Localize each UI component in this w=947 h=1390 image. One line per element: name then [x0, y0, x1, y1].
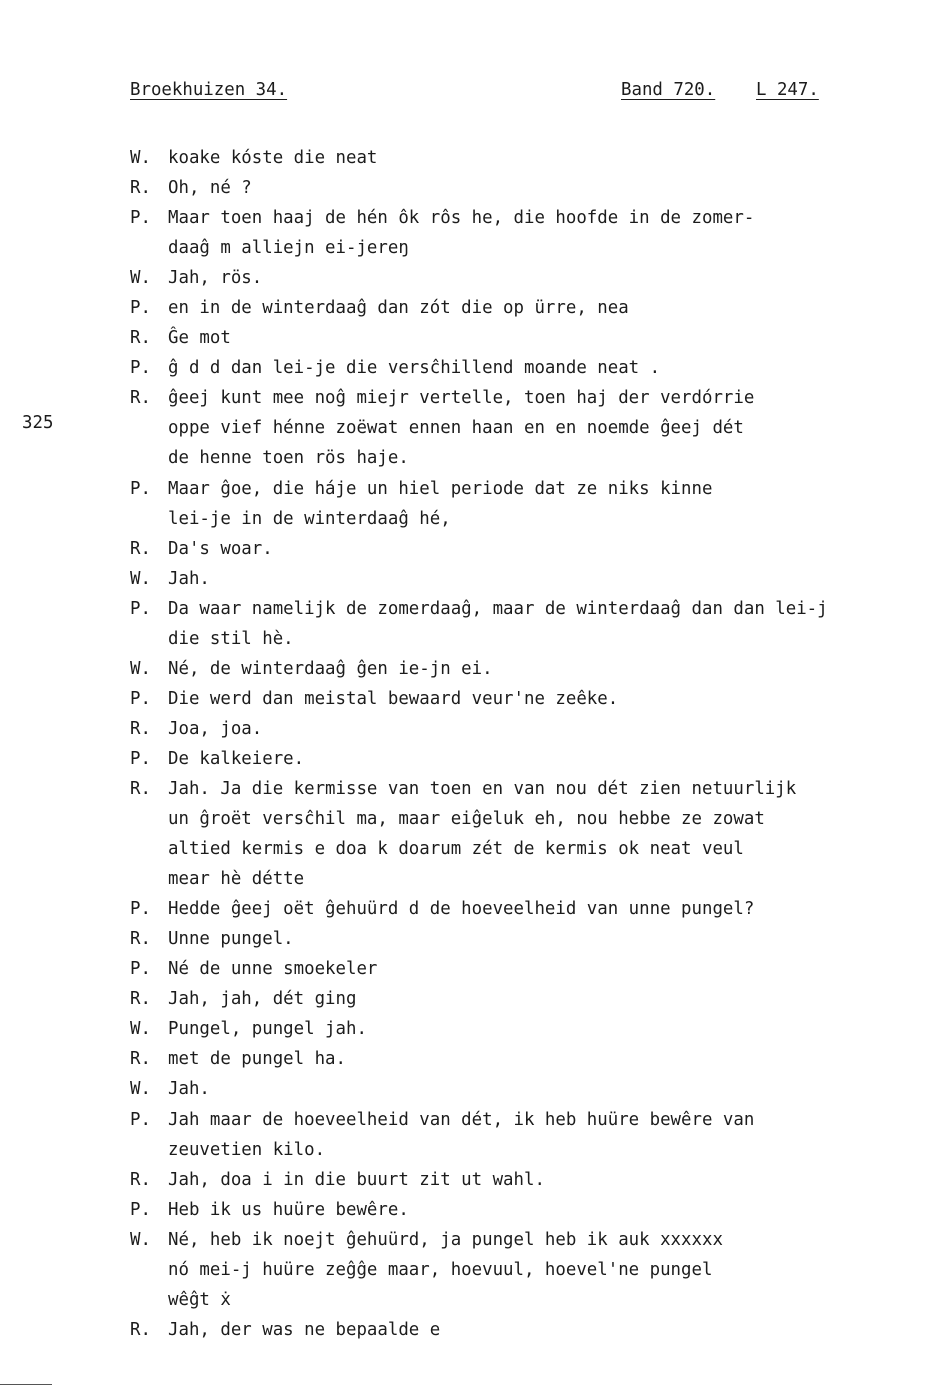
utterance-text: wêĝt ẋ — [168, 1289, 231, 1310]
utterance-text: met de pungel ha. — [168, 1049, 346, 1070]
utterance-text: Maar toen haaj de hén ôk rôs he, die hoofde in de zomer- — [168, 208, 755, 229]
speaker-label: R. — [130, 929, 151, 950]
utterance-text: un ĝroët versĉhil ma, maar eiĝeluk eh, nou hebbe ze zowat — [168, 809, 765, 830]
transcript-line — [0, 834, 947, 864]
speaker-label: P. — [130, 1199, 151, 1220]
footer-rule — [0, 1384, 52, 1385]
utterance-text: ĝ d d dan lei-je die versĉhillend moande neat . — [168, 358, 661, 379]
transcript-line — [0, 1195, 947, 1225]
utterance-text: de henne toen rös haje. — [168, 448, 409, 469]
transcript-body — [0, 143, 947, 1345]
speaker-label: P. — [130, 208, 151, 229]
transcript-line — [0, 233, 947, 263]
transcript-line — [0, 624, 947, 654]
utterance-text: Da's woar. — [168, 538, 273, 559]
speaker-label: W. — [130, 1019, 151, 1040]
transcript-line — [0, 1165, 947, 1195]
speaker-label: P. — [130, 1109, 151, 1130]
margin-line-number: 325 — [22, 413, 54, 433]
transcript-line — [0, 383, 947, 413]
transcript-line — [0, 1105, 947, 1135]
speaker-label: R. — [130, 1319, 151, 1340]
transcript-line — [0, 594, 947, 624]
utterance-text: Pungel, pungel jah. — [168, 1019, 367, 1040]
transcript-line — [0, 143, 947, 173]
speaker-label: W. — [130, 658, 151, 679]
transcript-line — [0, 504, 947, 534]
transcript-line — [0, 1225, 947, 1255]
speaker-label: R. — [130, 778, 151, 799]
transcript-line — [0, 1135, 947, 1165]
utterance-text: oppe vief hénne zoëwat ennen haan en en noemde ĝeej dét — [168, 418, 744, 439]
utterance-text: lei-je in de winterdaaĝ hé, — [168, 508, 451, 529]
speaker-label: W. — [130, 1229, 151, 1250]
transcript-line — [0, 984, 947, 1014]
utterance-text: Ĝe mot — [168, 328, 231, 349]
utterance-text: Die werd dan meistal bewaard veur'ne zeêke. — [168, 688, 619, 709]
speaker-label: R. — [130, 1049, 151, 1070]
utterance-text: ĝeej kunt mee noĝ miejr vertelle, toen haj der verdórrie — [168, 388, 755, 409]
speaker-label: W. — [130, 268, 151, 289]
transcript-line — [0, 1044, 947, 1074]
utterance-text: altied kermis e doa k doarum zét de kermis ok neat veul — [168, 839, 744, 860]
utterance-text: Né, heb ik noejt ĝehuürd, ja pungel heb ik auk xxxxxx — [168, 1229, 723, 1250]
band-number: Band 720. — [621, 80, 716, 100]
transcript-line — [0, 564, 947, 594]
speaker-label: P. — [130, 959, 151, 980]
speaker-label: R. — [130, 538, 151, 559]
speaker-label: P. — [130, 688, 151, 709]
utterance-text: mear hè détte — [168, 869, 305, 890]
speaker-label: R. — [130, 1169, 151, 1190]
utterance-text: Unne pungel. — [168, 929, 294, 950]
transcript-line — [0, 443, 947, 473]
speaker-label: R. — [130, 989, 151, 1010]
transcript-line — [0, 1014, 947, 1044]
utterance-text: Jah maar de hoeveelheid van dét, ik heb huüre bewêre van — [168, 1109, 755, 1130]
transcript-line — [0, 714, 947, 744]
transcript-line — [0, 1285, 947, 1315]
speaker-label: P. — [130, 748, 151, 769]
transcript-line — [0, 804, 947, 834]
transcript-line — [0, 413, 947, 443]
speaker-label: R. — [130, 328, 151, 349]
transcript-line — [0, 954, 947, 984]
transcript-line — [0, 864, 947, 894]
page-header — [0, 80, 947, 110]
transcript-line — [0, 263, 947, 293]
speaker-label: R. — [130, 718, 151, 739]
utterance-text: Né de unne smoekeler — [168, 959, 378, 980]
utterance-text: Jah, der was ne bepaalde e — [168, 1319, 441, 1340]
reference-number: L 247. — [756, 80, 819, 100]
speaker-label: W. — [130, 1079, 151, 1100]
transcript-line — [0, 534, 947, 564]
utterance-text: Jah. Ja die kermisse van toen en van nou dét zien netuurlijk — [168, 778, 797, 799]
transcript-line — [0, 293, 947, 323]
utterance-text: Jah, jah, dét ging — [168, 989, 357, 1010]
utterance-text: daaĝ m alliejn ei-jereŋ — [168, 238, 409, 259]
transcript-line — [0, 353, 947, 383]
transcript-line — [0, 474, 947, 504]
utterance-text: zeuvetien kilo. — [168, 1139, 326, 1160]
utterance-text: Hedde ĝeej oët ĝehuürd d de hoeveelheid van unne pungel? — [168, 899, 755, 920]
utterance-text: Joa, joa. — [168, 718, 263, 739]
transcript-line — [0, 173, 947, 203]
utterance-text: Jah. — [168, 568, 210, 589]
speaker-label: W. — [130, 568, 151, 589]
transcript-line — [0, 1074, 947, 1104]
utterance-text: Oh, né ? — [168, 178, 252, 199]
speaker-label: P. — [130, 478, 151, 499]
utterance-text: De kalkeiere. — [168, 748, 305, 769]
speaker-label: R. — [130, 178, 151, 199]
utterance-text: Né, de winterdaaĝ ĝen ie-jn ei. — [168, 658, 493, 679]
utterance-text: Jah, doa i in die buurt zit ut wahl. — [168, 1169, 545, 1190]
utterance-text: Maar ĝoe, die háje un hiel periode dat ze niks kinne — [168, 478, 713, 499]
transcript-line — [0, 654, 947, 684]
transcript-line — [0, 1255, 947, 1285]
utterance-text: koake kóste die neat — [168, 148, 378, 168]
utterance-text: Da waar namelijk de zomerdaaĝ, maar de winterdaaĝ dan dan lei-j — [168, 598, 828, 619]
speaker-label: P. — [130, 899, 151, 920]
transcript-line — [0, 684, 947, 714]
transcript-line — [0, 323, 947, 353]
utterance-text: Jah, rös. — [168, 268, 263, 289]
transcript-line — [0, 203, 947, 233]
utterance-text: Jah. — [168, 1079, 210, 1100]
speaker-label: W. — [130, 148, 151, 168]
utterance-text: Heb ik us huüre bewêre. — [168, 1199, 409, 1220]
utterance-text: en in de winterdaaĝ dan zót die op ürre, nea — [168, 298, 629, 319]
transcript-line — [0, 894, 947, 924]
speaker-label: P. — [130, 298, 151, 319]
transcript-line — [0, 1315, 947, 1345]
transcript-line — [0, 924, 947, 954]
transcript-line — [0, 744, 947, 774]
speaker-label: P. — [130, 598, 151, 619]
utterance-text: nó mei-j huüre zeĝĝe maar, hoevuul, hoevel'ne pungel — [168, 1259, 713, 1280]
speaker-label: R. — [130, 388, 151, 409]
transcript-line — [0, 774, 947, 804]
utterance-text: die stil hè. — [168, 628, 294, 649]
location-heading: Broekhuizen 34. — [130, 80, 288, 100]
speaker-label: P. — [130, 358, 151, 379]
